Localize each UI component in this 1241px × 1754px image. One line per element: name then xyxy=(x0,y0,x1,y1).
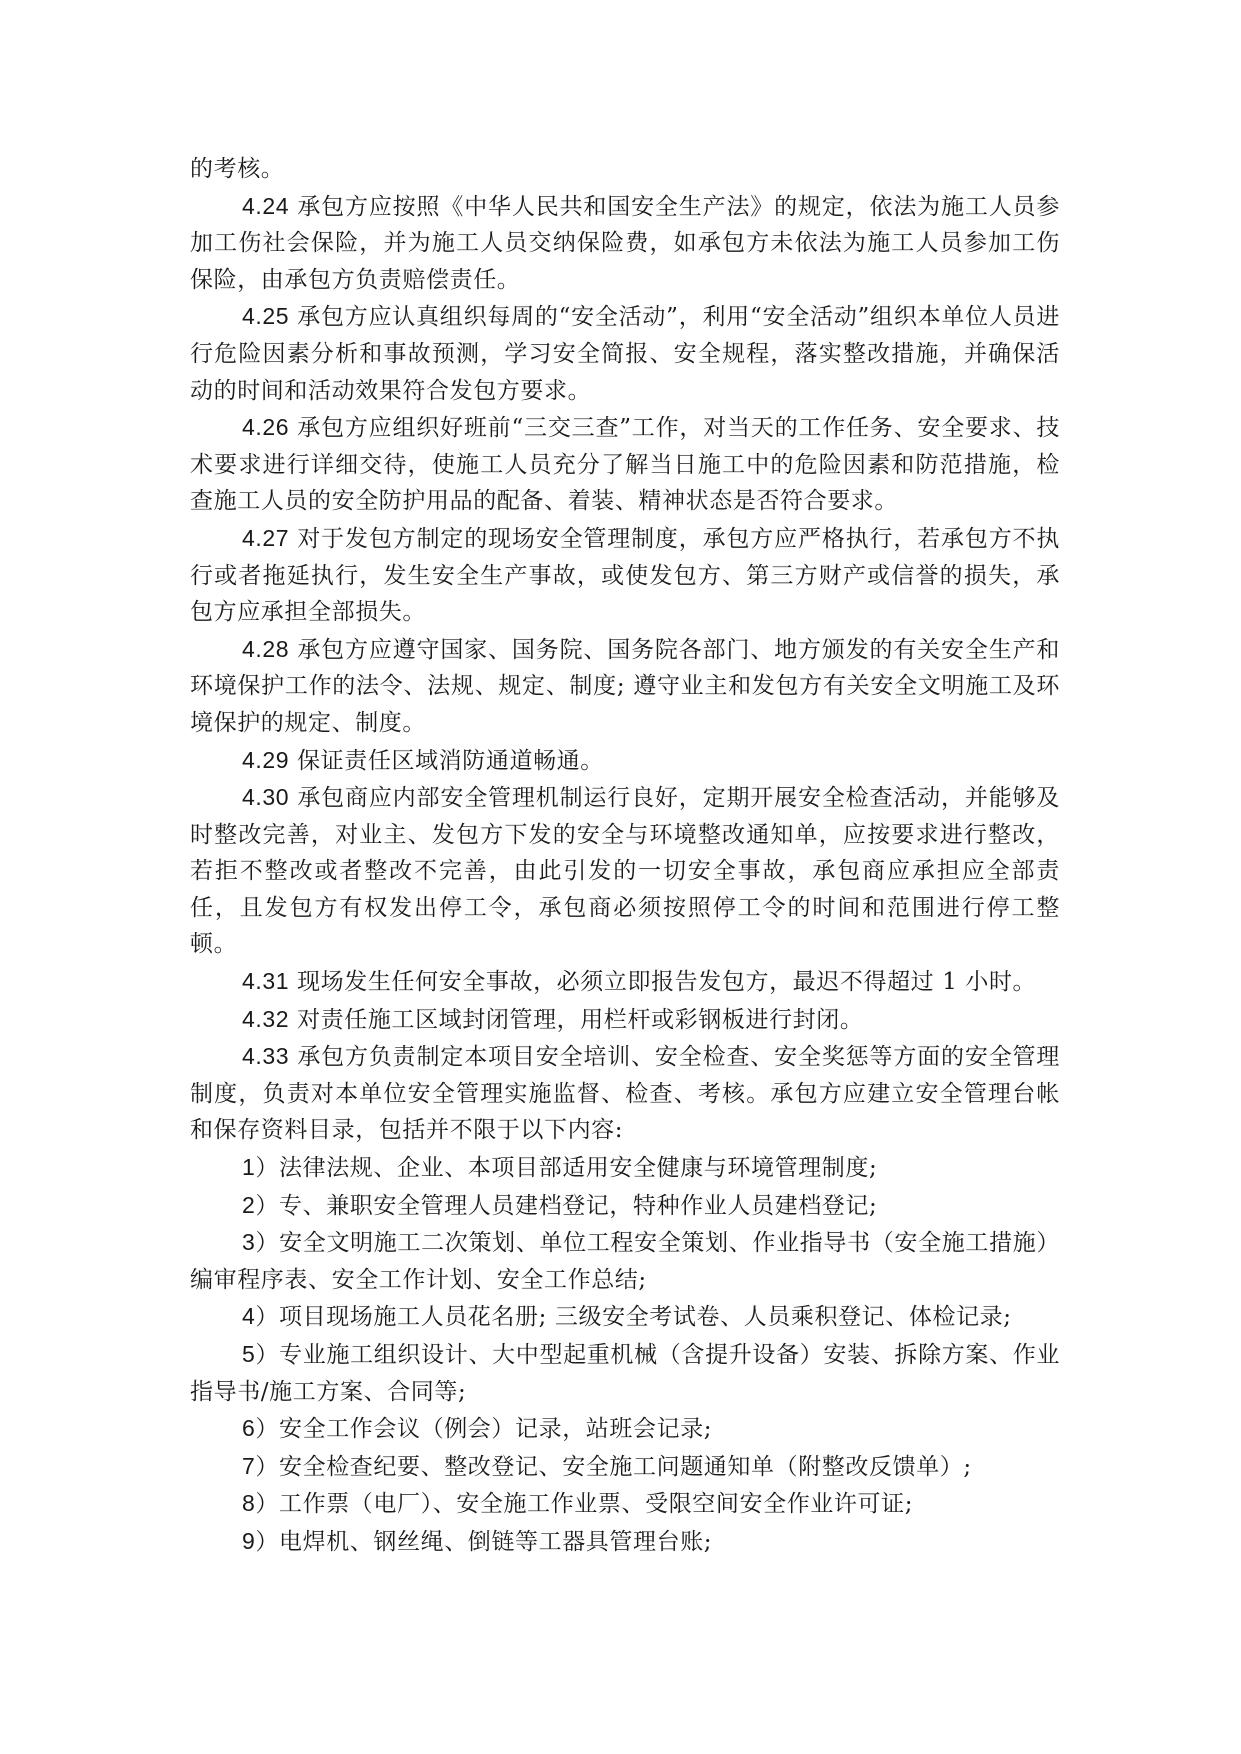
list-number: 7 xyxy=(242,1452,256,1479)
paragraph xyxy=(190,779,1060,963)
list-number: 3 xyxy=(242,1229,256,1256)
list-item-text: ）电焊机、钢丝绳、倒链等工器具管理台账; xyxy=(255,1528,713,1555)
paragraph-text: 承包方应组织好班前“三交三查”工作，对当天的工作任务、安全要求、技术要求进行详细交待，使施工人员充分了解当日施工中的危险因素和防范措施，检查施工人员的安全防护用品的配备、着装、精神状态是否符合要求。 xyxy=(190,415,1060,515)
list-item-text: ）安全工作会议（例会）记录，站班会记录; xyxy=(255,1416,713,1443)
clause-number: 4.30 xyxy=(242,784,290,811)
clause-number: 4.33 xyxy=(242,1043,290,1070)
list-item-text: ）专、兼职安全管理人员建档登记，特种作业人员建档登记; xyxy=(255,1192,878,1219)
list-number: 2 xyxy=(242,1191,256,1218)
list-item xyxy=(190,1448,1060,1486)
clause-number: 4.26 xyxy=(242,414,290,441)
list-item-text: ）安全文明施工二次策划、单位工程安全策划、作业指导书（安全施工措施）编审程序表、安全工作计划、安全工作总结; xyxy=(190,1230,1060,1293)
list-item-text: ）专业施工组织设计、大中型起重机械（含提升设备）安装、拆除方案、作业指导书/施工方案、合同等; xyxy=(190,1342,1060,1405)
list-item xyxy=(190,1485,1060,1523)
list-item xyxy=(190,1410,1060,1448)
paragraph-text: 的考核。 xyxy=(190,156,285,182)
list-item xyxy=(190,1523,1060,1561)
paragraph-text: 对责任施工区域封闭管理，用栏杆或彩钢板进行封闭。 xyxy=(289,1006,864,1033)
list-item xyxy=(190,1224,1060,1298)
paragraph xyxy=(190,409,1060,520)
document-page xyxy=(190,150,1060,1561)
clause-number: 4.25 xyxy=(242,303,290,330)
clause-number: 4.24 xyxy=(242,192,290,219)
paragraph xyxy=(190,188,1060,299)
paragraph xyxy=(190,520,1060,631)
list-item xyxy=(190,1336,1060,1410)
paragraph xyxy=(190,742,1060,780)
paragraph-text: 保证责任区域消防通道畅通。 xyxy=(289,747,604,774)
paragraph-text: 承包商应内部安全管理机制运行良好，定期开展安全检查活动，并能够及时整改完善，对业主、发包方下发的安全与环境整改通知单，应按要求进行整改，若拒不整改或者整改不完善，由此引发的一切安全事故，承包商应承担应全部责任，且发包方有权发出停工令，承包商必须按照停工令的时间和范围进行停工整顿。 xyxy=(190,785,1060,958)
clause-number: 4.28 xyxy=(242,635,290,662)
list-item xyxy=(190,1187,1060,1225)
list-item xyxy=(190,1149,1060,1187)
list-item-text: ）项目现场施工人员花名册; 三级安全考试卷、人员乘积登记、体检记录; xyxy=(255,1304,1012,1331)
paragraph xyxy=(190,1001,1060,1039)
list-number: 5 xyxy=(242,1341,256,1367)
paragraph-text: 承包方负责制定本项目安全培训、安全检查、安全奖惩等方面的安全管理制度，负责对本单位安全管理实施监督、检查、考核。承包方应建立安全管理台帐和保存资料目录，包括并不限于以下内容: xyxy=(190,1044,1060,1144)
list-item-text: ）法律法规、企业、本项目部适用安全健康与环境管理制度; xyxy=(255,1155,878,1182)
paragraph-text: 承包方应遵守国家、国务院、国务院各部门、地方颁发的有关安全生产和环境保护工作的法令、法规、规定、制度; 遵守业主和发包方有关安全文明施工及环境保护的规定、制度。 xyxy=(190,636,1060,736)
paragraph-text: 承包方应认真组织每周的“安全活动”，利用“安全活动”组织本单位人员进行危险因素分析和事故预测，学习安全简报、安全规程，落实整改措施，并确保活动的时间和活动效果符合发包方要求。 xyxy=(190,304,1060,404)
paragraph xyxy=(190,150,1060,188)
paragraph xyxy=(190,631,1060,742)
paragraph-text: 对于发包方制定的现场安全管理制度，承包方应严格执行，若承包方不执行或者拖延执行，发生安全生产事故，或使发包方、第三方财产或信誉的损失，承包方应承担全部损失。 xyxy=(190,525,1060,626)
paragraph-text: 现场发生任何安全事故，必须立即报告发包方，最迟不得超过 1 小时。 xyxy=(289,969,1037,996)
clause-number: 4.29 xyxy=(242,746,290,773)
paragraph xyxy=(190,963,1060,1001)
list-item-text: ）安全检查纪要、整改登记、安全施工问题通知单（附整改反馈单）; xyxy=(255,1453,972,1480)
list-number: 6 xyxy=(242,1415,256,1442)
list-number: 8 xyxy=(242,1490,256,1517)
paragraph xyxy=(190,298,1060,409)
list-item xyxy=(190,1298,1060,1336)
clause-number: 4.27 xyxy=(242,524,290,551)
list-number: 1 xyxy=(242,1154,256,1181)
list-item-text: ）工作票（电厂）、安全施工作业票、受限空间安全作业许可证; xyxy=(255,1491,914,1518)
list-number: 4 xyxy=(242,1303,256,1330)
clause-number: 4.31 xyxy=(242,968,290,995)
clause-number: 4.32 xyxy=(242,1005,290,1032)
paragraph xyxy=(190,1038,1060,1149)
paragraph-text: 承包方应按照《中华人民共和国安全生产法》的规定，依法为施工人员参加工伤社会保险，并为施工人员交纳保险费，如承包方未依法为施工人员参加工伤保险，由承包方负责赔偿责任。 xyxy=(190,193,1060,293)
list-number: 9 xyxy=(242,1527,256,1554)
